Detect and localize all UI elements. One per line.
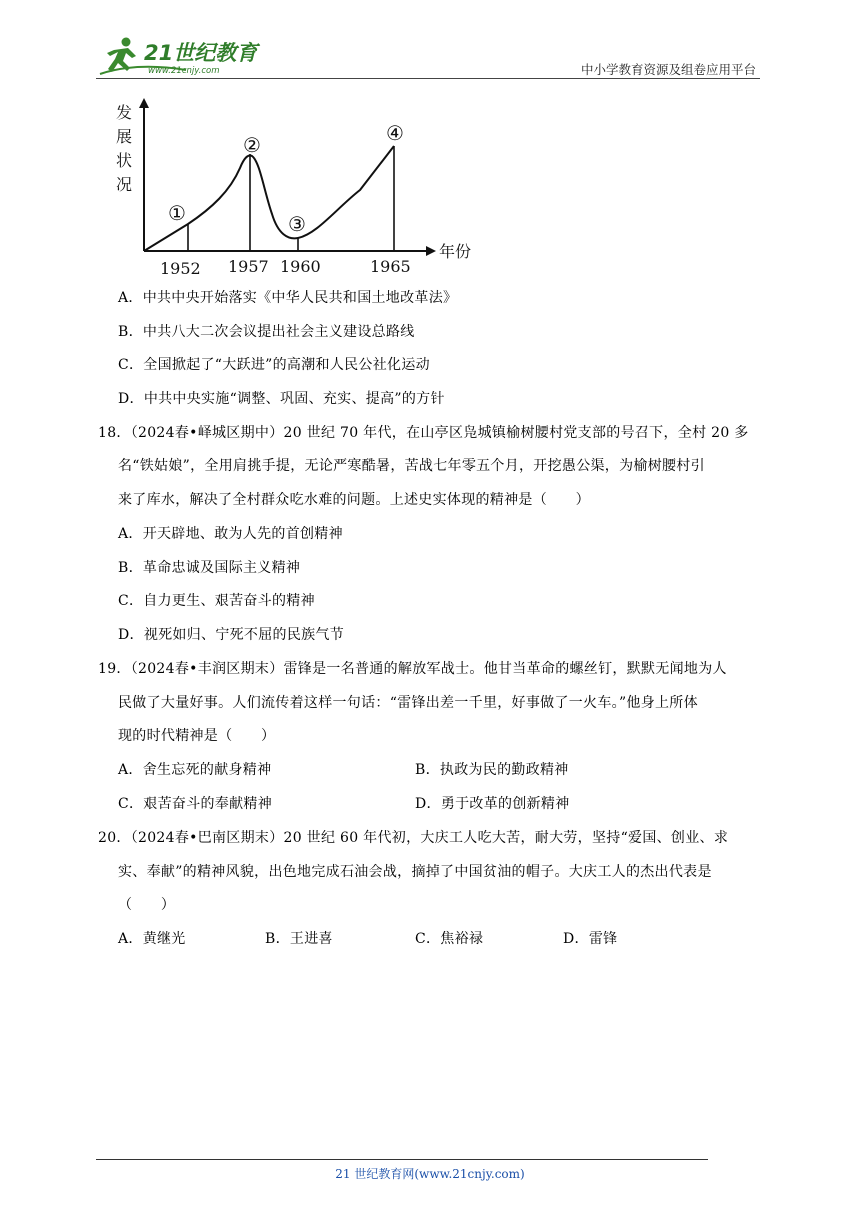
q18-option-a: A．开天辟地、敢为人先的首创精神 [118,526,343,542]
y-label-char: 发 [116,103,133,122]
x-axis-label: 年份 [439,242,472,261]
q17-option-b: B．中共八大二次会议提出社会主义建设总路线 [118,324,415,340]
q18-stem-line: 来了库水，解决了全村群众吃水难的问题。上述史实体现的精神是（ ） [118,492,590,508]
marker-1: ① [168,201,186,225]
marker-3: ③ [288,212,306,236]
q19-stem-line: 民做了大量好事。人们流传着这样一句话：“雷锋出差一千里，好事做了一火车。”他身上所体 [118,695,698,711]
q19-option-a: A．舍生忘死的献身精神 [118,762,272,778]
y-label-char: 展 [116,127,133,146]
marker-2: ② [243,133,261,157]
q17-option-d: D．中共中央实施“调整、巩固、充实、提高”的方针 [118,391,445,407]
q19-option-d: D．勇于改革的创新精神 [415,796,570,812]
q18-option-b: B．革命忠诚及国际主义精神 [118,560,301,576]
platform-name: 中小学教育资源及组卷应用平台 [580,62,756,77]
q19-option-b: B．执政为民的勤政精神 [415,762,569,778]
q20-stem-line: （ ） [118,897,176,913]
y-label-char: 况 [116,175,133,194]
site-logo [96,34,266,78]
y-label-char: 状 [116,151,133,170]
q19-stem-line: 现的时代精神是（ ） [118,728,276,744]
q20-option-d: D．雷锋 [563,931,618,947]
q19-option-c: C．艰苦奋斗的奉献精神 [118,796,273,812]
q19-stem-line: 19．（2024春•丰润区期末）雷锋是一名普通的解放军战士。他甘当革命的螺丝钉，默默无闻地为人 [98,661,727,677]
q17-option-a: A．中共中央开始落实《中华人民共和国土地改革法》 [118,290,458,306]
q17-option-c: C．全国掀起了“大跃进”的高潮和人民公社化运动 [118,357,430,373]
svg-text:21世纪教育: 21世纪教育 [144,41,258,65]
q20-stem-line: 实、奉献”的精神风貌，出色地完成石油会战，摘掉了中国贫油的帽子。大庆工人的杰出代表是 [118,864,712,880]
q20-option-a: A．黄继光 [118,931,186,947]
q18-stem-line: 18．（2024春•峄城区期中）20 世纪 70 年代，在山亭区凫城镇榆树腰村党支部的号召下，全村 20 多 [98,425,749,441]
page-header [96,34,760,78]
q20-option-c: C．焦裕禄 [415,931,484,947]
q18-option-c: C．自力更生、艰苦奋斗的精神 [118,593,315,609]
development-curve-figure [112,96,482,278]
footer-text: 21 世纪教育网(www.21cnjy.com) [335,1167,525,1181]
q18-option-d: D．视死如归、宁死不屈的民族气节 [118,627,345,643]
year-label: 1952 [160,259,201,278]
development-curve [144,146,394,251]
year-label: 1960 [280,257,321,276]
q20-stem-line: 20．（2024春•巴南区期末）20 世纪 60 年代初，大庆工人吃大苦，耐大劳，坚持“爱国、创业、求 [98,830,729,846]
marker-4: ④ [386,121,404,145]
svg-text:www.21cnjy.com: www.21cnjy.com [148,66,220,76]
year-label: 1957 [228,257,269,276]
year-label: 1965 [370,257,411,276]
footer-divider [96,1159,708,1160]
q18-stem-line: 名“铁姑娘”，全用肩挑手提，无论严寒酷暑，苦战七年零五个月，开挖愚公渠，为榆树腰村引 [118,458,705,474]
q20-option-b: B．王进喜 [265,931,333,947]
header-divider [96,78,760,79]
